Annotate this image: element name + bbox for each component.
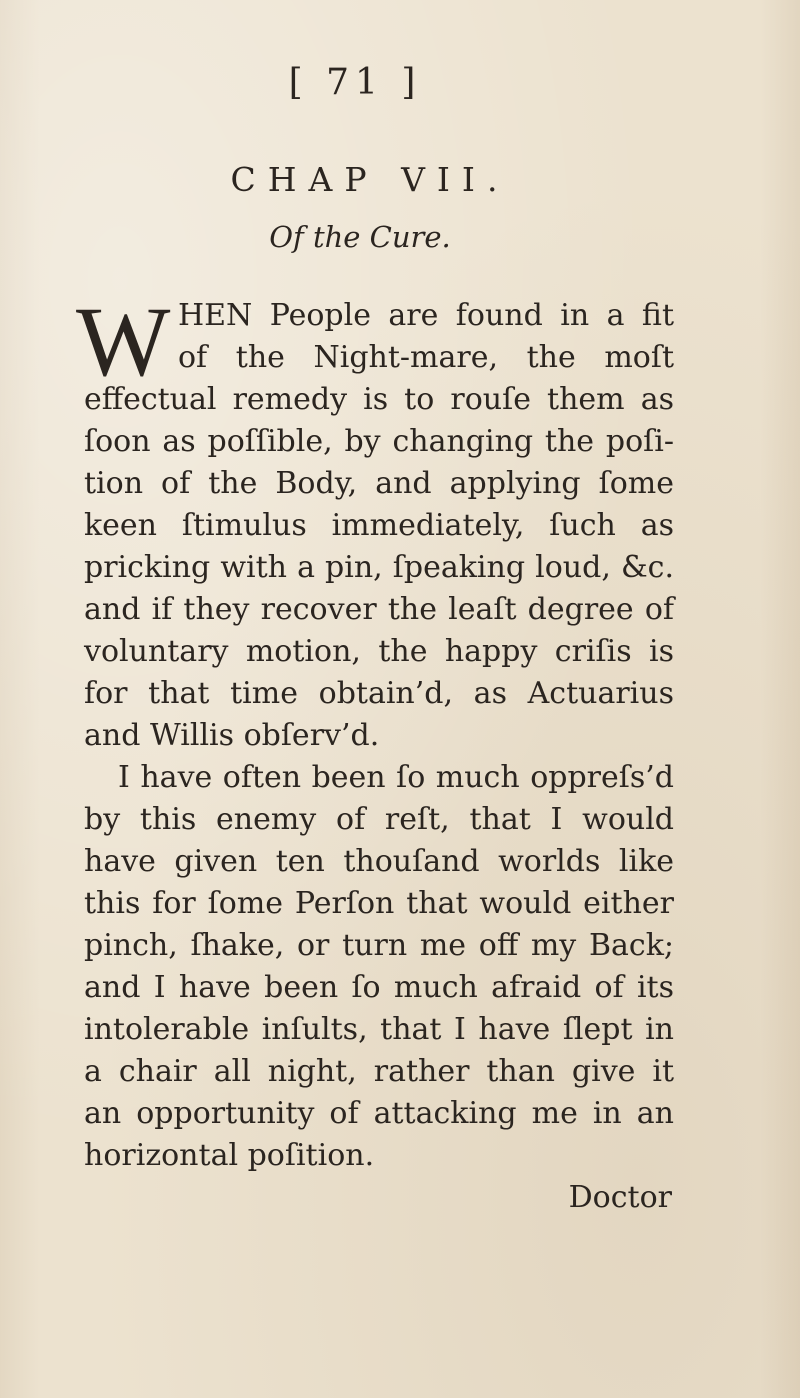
- text-line: I have often been ſo much oppreſs’d: [118, 760, 674, 795]
- text-line: and I have been ſo much afraid of its: [84, 970, 674, 1005]
- chapter-heading: CHAP VII.: [230, 160, 510, 199]
- text-line: by this enemy of reſt, that I would: [84, 802, 674, 837]
- text-line: effectual remedy is to rouſe them as: [84, 382, 674, 417]
- text-line: and if they recover the leaſt degree of: [84, 592, 674, 627]
- text-line: have given ten thouſand worlds like: [84, 844, 674, 879]
- text-line: intolerable inſults, that I have ſlept in: [84, 1012, 674, 1047]
- text-line: for that time obtain’d, as Actuarius: [84, 676, 674, 711]
- text-line: HEN People are found in a fit: [178, 298, 674, 333]
- text-line: an opportunity of attacking me in an: [84, 1096, 674, 1131]
- text-line: of the Night-mare, the moſt: [178, 340, 674, 375]
- text-line: tion of the Body, and applying ſome: [84, 466, 674, 501]
- text-line: pricking with a pin, ſpeaking loud, &c.: [84, 550, 674, 585]
- text-line: ſoon as poſſible, by changing the poſi-: [84, 424, 674, 459]
- text-line: horizontal poſition.: [84, 1138, 375, 1173]
- text-line: pinch, ſhake, or turn me off my Back;: [84, 928, 674, 963]
- text-line: this for ſome Perſon that would either: [84, 886, 674, 921]
- page-number: [ 71 ]: [288, 62, 422, 103]
- catchword: Doctor: [568, 1180, 672, 1215]
- drop-cap: W: [76, 286, 171, 397]
- chapter-subtitle: Of the Cure.: [269, 220, 451, 254]
- text-line: keen ſtimulus immediately, ſuch as: [84, 508, 674, 543]
- text-line: a chair all night, rather than give it: [84, 1054, 674, 1089]
- text-line: and Willis obſerv’d.: [84, 718, 380, 753]
- text-line: voluntary motion, the happy criſis is: [84, 634, 674, 669]
